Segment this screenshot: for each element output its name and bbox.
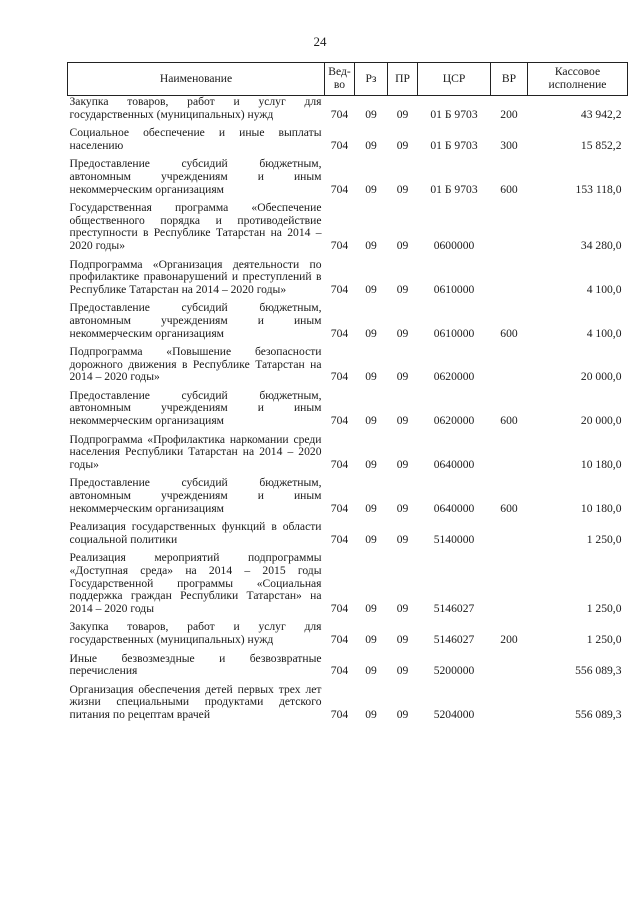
table-row [68, 390, 628, 428]
row-pr: 09 [396, 601, 409, 615]
row-name: Реализация государственных функций в области социальной политики [69, 520, 322, 546]
row-rz: 09 [365, 107, 377, 121]
row-rz: 09 [365, 664, 377, 678]
row-name: Закупка товаров, работ и услуг для государственных (муниципальных) нужд [69, 95, 322, 121]
row-vr: 600 [500, 182, 518, 196]
row-rz: 09 [365, 601, 377, 615]
row-ved: 704 [330, 501, 349, 515]
row-vr [491, 552, 528, 615]
row-ved: 704 [330, 457, 349, 471]
table-row [68, 202, 628, 252]
row-ved: 704 [330, 664, 349, 678]
row-ved: 704 [330, 282, 349, 296]
row-rz: 09 [365, 326, 377, 340]
row-sum: 556 089,3 [575, 707, 622, 721]
row-csr: 0610000 [433, 326, 475, 340]
row-sum: 153 118,0 [575, 182, 622, 196]
row-sum: 556 089,3 [575, 664, 622, 678]
row-name: Предоставление субсидий бюджетным, автономным учреждениям и иным некоммерческим организациям [69, 388, 322, 428]
row-pr: 09 [396, 282, 409, 296]
table-row [68, 346, 628, 384]
row-pr: 09 [396, 664, 409, 678]
row-name: Подпрограмма «Повышение безопасности дорожного движения в Республике Татарстан на 2014 – 2020 годы» [69, 345, 322, 384]
row-csr: 5204000 [433, 707, 475, 721]
header-ved: Вед- во [325, 63, 355, 96]
row-ved: 704 [330, 414, 349, 428]
row-sum: 4 100,0 [586, 326, 622, 340]
table-header [68, 63, 628, 96]
row-csr: 0640000 [433, 457, 475, 471]
row-csr: 5140000 [433, 532, 475, 546]
row-sum: 20 000,0 [580, 414, 622, 428]
row-csr: 5146027 [433, 601, 475, 615]
row-csr: 5146027 [433, 632, 475, 646]
row-csr: 0620000 [433, 414, 475, 428]
row-rz: 09 [365, 632, 377, 646]
row-name: Закупка товаров, работ и услуг для государственных (муниципальных) нужд [69, 620, 322, 646]
header-pr: ПР [388, 63, 418, 96]
row-csr: 01 Б 9703 [430, 107, 478, 121]
row-pr: 09 [396, 414, 409, 428]
header-name: Наименование [68, 63, 325, 96]
row-name: Подпрограмма «Организация деятельности по профилактике правонарушений и преступлений в Республике Татарстан на 2014 – 2020 годы» [69, 257, 322, 296]
table-row [68, 127, 628, 152]
table-row [68, 259, 628, 297]
table-row [68, 477, 628, 515]
row-vr [491, 202, 528, 252]
row-ved: 704 [330, 238, 349, 252]
row-sum: 15 852,2 [580, 138, 622, 152]
row-rz: 09 [365, 282, 377, 296]
row-csr: 01 Б 9703 [430, 182, 478, 196]
row-vr [491, 684, 528, 722]
row-ved: 704 [330, 601, 349, 615]
row-ved: 704 [330, 370, 349, 384]
table-row [68, 434, 628, 472]
row-sum: 43 942,2 [580, 107, 622, 121]
row-ved: 704 [330, 326, 349, 340]
row-rz: 09 [365, 457, 377, 471]
row-csr: 01 Б 9703 [430, 138, 478, 152]
row-ved: 704 [330, 138, 349, 152]
page-number: 24 [313, 34, 327, 49]
row-name: Подпрограмма «Профилактика наркомании среди населения Республики Татарстан на 2014 – 2020 годы» [69, 432, 322, 471]
row-csr: 0600000 [433, 238, 475, 252]
row-vr: 600 [500, 414, 518, 428]
row-pr: 09 [396, 107, 409, 121]
row-pr: 09 [396, 370, 409, 384]
row-sum: 1 250,0 [586, 632, 622, 646]
row-csr: 5200000 [433, 664, 475, 678]
row-vr: 600 [500, 501, 518, 515]
row-spacer [68, 722, 628, 728]
table-row [68, 158, 628, 196]
row-vr [491, 434, 528, 472]
row-ved: 704 [330, 107, 349, 121]
row-sum: 1 250,0 [586, 532, 622, 546]
row-pr: 09 [396, 182, 409, 196]
row-sum: 34 280,0 [580, 238, 622, 252]
row-rz: 09 [365, 532, 377, 546]
row-name: Реализация мероприятий подпрограммы «Доступная среда» на 2014 – 2015 годы Государственной программы «Социальная поддержка граждан Республики Татарстан» на 2014 – 2020 годы [69, 551, 322, 615]
table-row [68, 684, 628, 722]
table-row [68, 552, 628, 615]
row-pr: 09 [396, 532, 409, 546]
row-ved: 704 [330, 707, 349, 721]
row-pr: 09 [396, 326, 409, 340]
row-rz: 09 [365, 182, 377, 196]
header-rz: Рз [355, 63, 388, 96]
table-row [68, 96, 628, 122]
row-sum: 1 250,0 [586, 601, 622, 615]
row-ved: 704 [330, 632, 349, 646]
row-pr: 09 [396, 457, 409, 471]
table-row [68, 653, 628, 678]
row-name: Предоставление субсидий бюджетным, автономным учреждениям и иным некоммерческим организациям [69, 157, 322, 196]
row-vr [491, 653, 528, 678]
row-vr: 300 [500, 138, 518, 152]
row-sum: 4 100,0 [586, 282, 622, 296]
row-csr: 0640000 [433, 501, 475, 515]
row-pr: 09 [396, 707, 409, 721]
row-rz: 09 [365, 138, 377, 152]
budget-table [67, 62, 628, 728]
row-sum: 10 180,0 [580, 501, 622, 515]
row-rz: 09 [365, 501, 377, 515]
row-ved: 704 [330, 182, 349, 196]
row-name: Социальное обеспечение и иные выплаты населению [69, 126, 322, 152]
row-vr [491, 521, 528, 546]
row-ved: 704 [330, 532, 349, 546]
row-name: Организация обеспечения детей первых трех лет жизни специальными продуктами детского питания по рецептам врачей [69, 682, 322, 721]
row-vr: 200 [500, 107, 518, 121]
row-csr: 0610000 [433, 282, 475, 296]
header-csr: ЦСР [418, 63, 491, 96]
header-cash: Кассовое исполнение [528, 63, 628, 96]
row-pr: 09 [396, 632, 409, 646]
row-name: Предоставление субсидий бюджетным, автономным учреждениям и иным некоммерческим организациям [69, 476, 322, 515]
row-rz: 09 [365, 414, 377, 428]
row-name: Государственная программа «Обеспечение общественного порядка и противодействие преступности в Республике Татарстан на 2014 – 2020 годы» [69, 201, 322, 252]
row-vr [491, 346, 528, 384]
row-sum: 10 180,0 [580, 457, 622, 471]
row-name: Иные безвозмездные и безвозвратные перечисления [69, 651, 322, 678]
row-rz: 09 [365, 238, 377, 252]
row-spacer-cell [68, 722, 628, 728]
row-csr: 0620000 [433, 370, 475, 384]
row-vr: 200 [500, 632, 518, 646]
header-vr: ВР [491, 63, 528, 96]
row-pr: 09 [396, 138, 409, 152]
table-row [68, 621, 628, 646]
row-rz: 09 [365, 707, 377, 721]
row-pr: 09 [396, 501, 409, 515]
row-pr: 09 [396, 238, 409, 252]
row-name: Предоставление субсидий бюджетным, автономным учреждениям и иным некоммерческим организациям [69, 301, 322, 340]
table-row [68, 521, 628, 546]
row-rz: 09 [365, 370, 377, 384]
table-row [68, 302, 628, 340]
row-sum: 20 000,0 [580, 370, 622, 384]
row-vr: 600 [500, 326, 518, 340]
row-vr [491, 259, 528, 297]
